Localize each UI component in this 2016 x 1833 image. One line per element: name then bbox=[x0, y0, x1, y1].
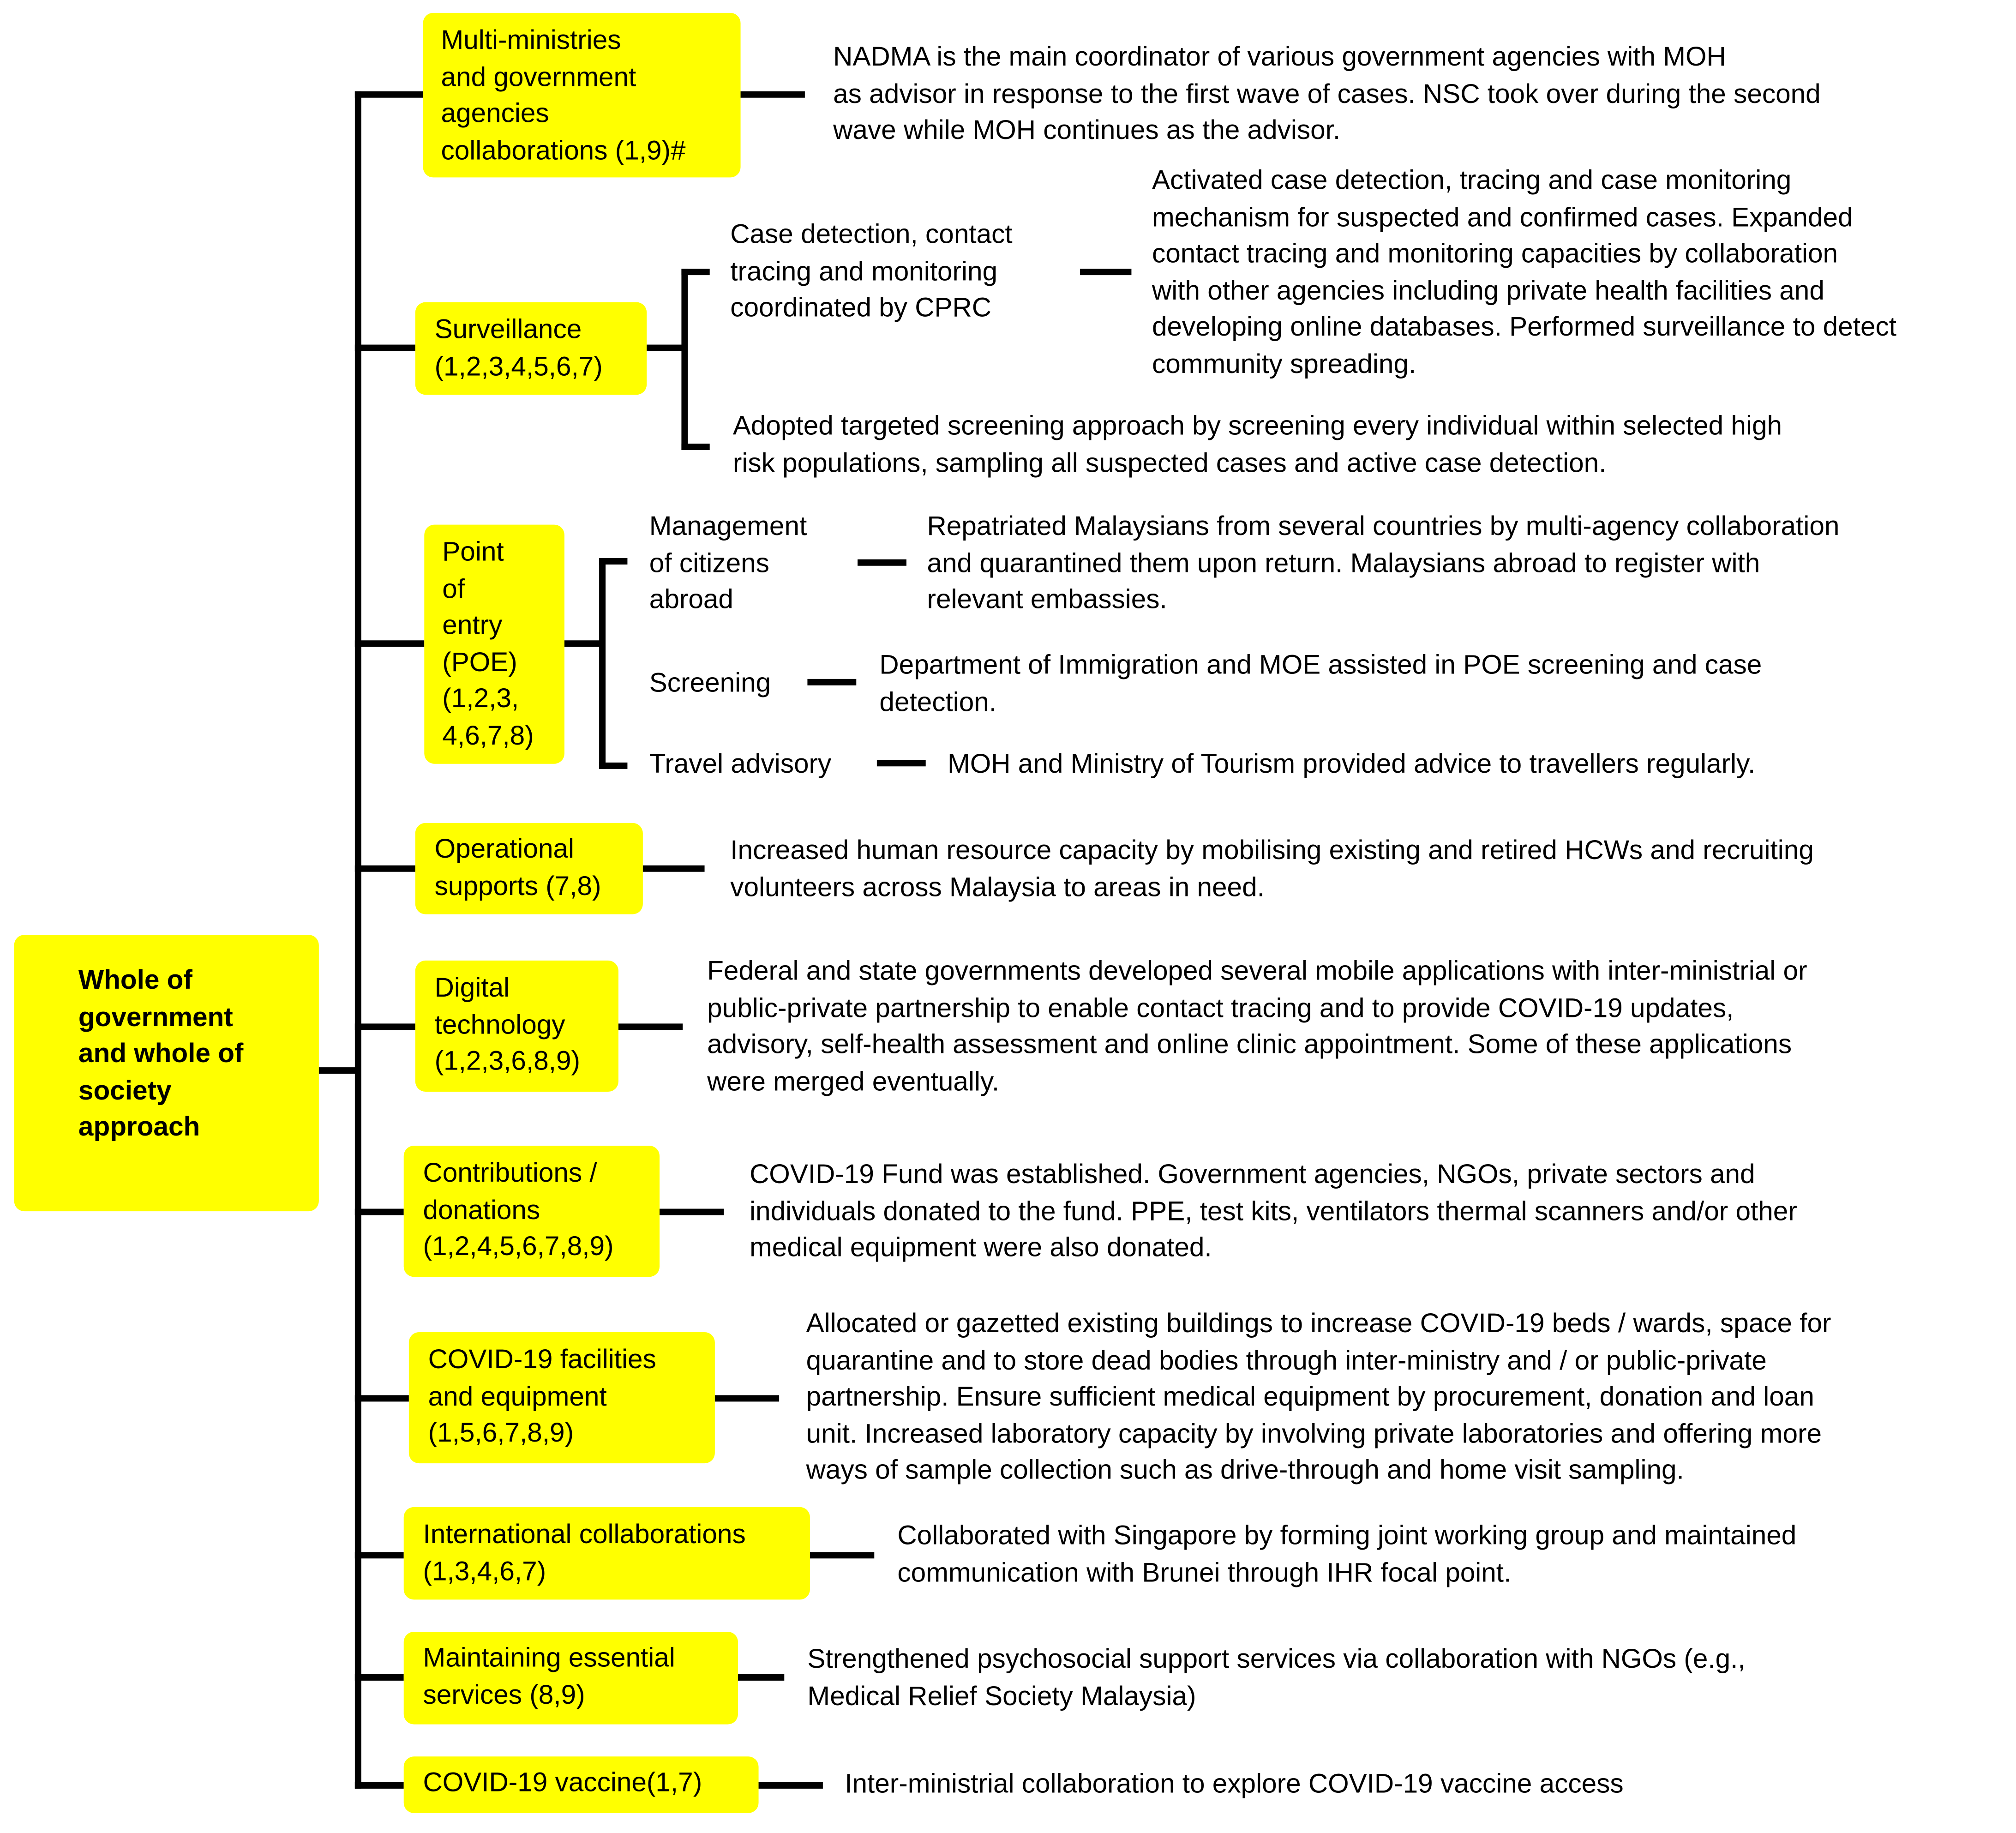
connector bbox=[355, 865, 415, 872]
branch-node: Operational supports (7,8) bbox=[415, 823, 643, 914]
connector bbox=[1080, 269, 1131, 275]
connector bbox=[599, 558, 627, 565]
connector bbox=[738, 1674, 784, 1681]
subitem-label: Travel advisory bbox=[649, 750, 832, 780]
branch-description: COVID-19 Fund was established. Government agencies, NGOs, private sectors and individuals donated to the fund. PPE, test kits, ventilators thermal scanners and/or other medical equipment were also donated. bbox=[750, 1160, 1797, 1263]
subitem-description: Adopted targeted screening approach by screening every individual within selected high risk populations, sampling all suspected cases and active case detection. bbox=[732, 411, 1782, 478]
connector bbox=[807, 679, 856, 685]
branch-node: COVID-19 vaccine(1,7) bbox=[404, 1756, 759, 1813]
bracket-line bbox=[681, 269, 688, 450]
branch-description: Collaborated with Singapore by forming joint working group and maintained communication with Brunei through IHR focal point. bbox=[897, 1521, 1797, 1587]
subitem-label: Screening bbox=[649, 668, 771, 698]
connector bbox=[355, 91, 423, 98]
connector bbox=[355, 1552, 404, 1558]
connector bbox=[681, 444, 709, 450]
subitem-description: Activated case detection, tracing and case monitoring mechanism for suspected and confirmed cases. Expanded contact tracing and monitoring capacities by collaboration with other agencies including private health facilities and developing online databases. Performed surveillance to detect community spreading. bbox=[1152, 166, 1896, 379]
connector bbox=[355, 1395, 409, 1401]
connector bbox=[355, 345, 415, 351]
bracket-line bbox=[599, 558, 606, 769]
subitem-description: MOH and Ministry of Tourism provided advice to travellers regularly. bbox=[948, 750, 1756, 780]
connector bbox=[759, 1782, 823, 1789]
connector bbox=[355, 640, 424, 647]
branch-description: Allocated or gazetted existing buildings to increase COVID-19 beds / wards, space for quarantine and to store dead bodies through inter-ministry and / or public-private partnership. Ensure sufficient medical equipment by procurement, donation and loan unit. Increased laboratory capacity by involving private laboratories and offering more ways of sample collection such as drive-through and home visit sampling. bbox=[806, 1309, 1831, 1485]
connector bbox=[810, 1552, 874, 1558]
subitem-description: Department of Immigration and MOE assisted in POE screening and case detection. bbox=[879, 650, 1762, 717]
connector bbox=[355, 1674, 404, 1681]
connector bbox=[564, 640, 603, 647]
subitem-label: Management of citizens abroad bbox=[649, 511, 807, 615]
branch-description: Increased human resource capacity by mobilising existing and retired HCWs and recruiting volunteers across Malaysia to areas in need. bbox=[730, 835, 1814, 902]
branch-description: Inter-ministrial collaboration to explore COVID-19 vaccine access bbox=[845, 1769, 1624, 1799]
branch-description: NADMA is the main coordinator of various government agencies with MOH as advisor in response to the first wave of cases. NSC took over during the second wave while MOH continues as the advisor. bbox=[833, 42, 1821, 145]
branch-node: Contributions / donations (1,2,4,5,6,7,8,9) bbox=[404, 1146, 660, 1277]
subitem-label: Case detection, contact tracing and monitoring coordinated by CPRC bbox=[730, 220, 1013, 323]
root-node: Whole of government and whole of society approach bbox=[14, 935, 319, 1211]
branch-node: Multi-ministries and government agencies collaborations (1,9)# bbox=[423, 13, 740, 178]
connector bbox=[355, 1782, 404, 1789]
branch-node: COVID-19 facilities and equipment (1,5,6,7,8,9) bbox=[409, 1332, 715, 1463]
branch-node: Maintaining essential services (8,9) bbox=[404, 1632, 738, 1725]
branch-node: Digital technology (1,2,3,6,8,9) bbox=[415, 961, 618, 1092]
branch-description: Strengthened psychosocial support services via collaboration with NGOs (e.g., Medical Relief Society Malaysia) bbox=[807, 1644, 1746, 1711]
connector bbox=[741, 91, 805, 98]
connector bbox=[660, 1209, 724, 1215]
connector bbox=[618, 1023, 683, 1030]
branch-description: Federal and state governments developed several mobile applications with inter-ministrial or public-private partnership to enable contact tracing and to provide COVID-19 updates, advisory, self-health assessment and online clinic appointment. Some of these applications were merged eventually. bbox=[707, 956, 1807, 1096]
connector bbox=[319, 1067, 358, 1074]
connector bbox=[858, 559, 906, 566]
connector bbox=[355, 1023, 415, 1030]
connector bbox=[715, 1395, 779, 1401]
connector bbox=[643, 865, 705, 872]
connector bbox=[355, 1209, 404, 1215]
branch-node: International collaborations (1,3,4,6,7) bbox=[404, 1507, 810, 1600]
connector bbox=[647, 345, 685, 351]
connector bbox=[599, 763, 627, 769]
connector bbox=[877, 760, 926, 766]
branch-node: Point of entry (POE) (1,2,3, 4,6,7,8) bbox=[424, 525, 564, 764]
subitem-description: Repatriated Malaysians from several countries by multi-agency collaboration and quarantined them upon return. Malaysians abroad to register with relevant embassies. bbox=[927, 511, 1840, 615]
connector bbox=[681, 269, 709, 275]
branch-node: Surveillance (1,2,3,4,5,6,7) bbox=[415, 302, 647, 395]
